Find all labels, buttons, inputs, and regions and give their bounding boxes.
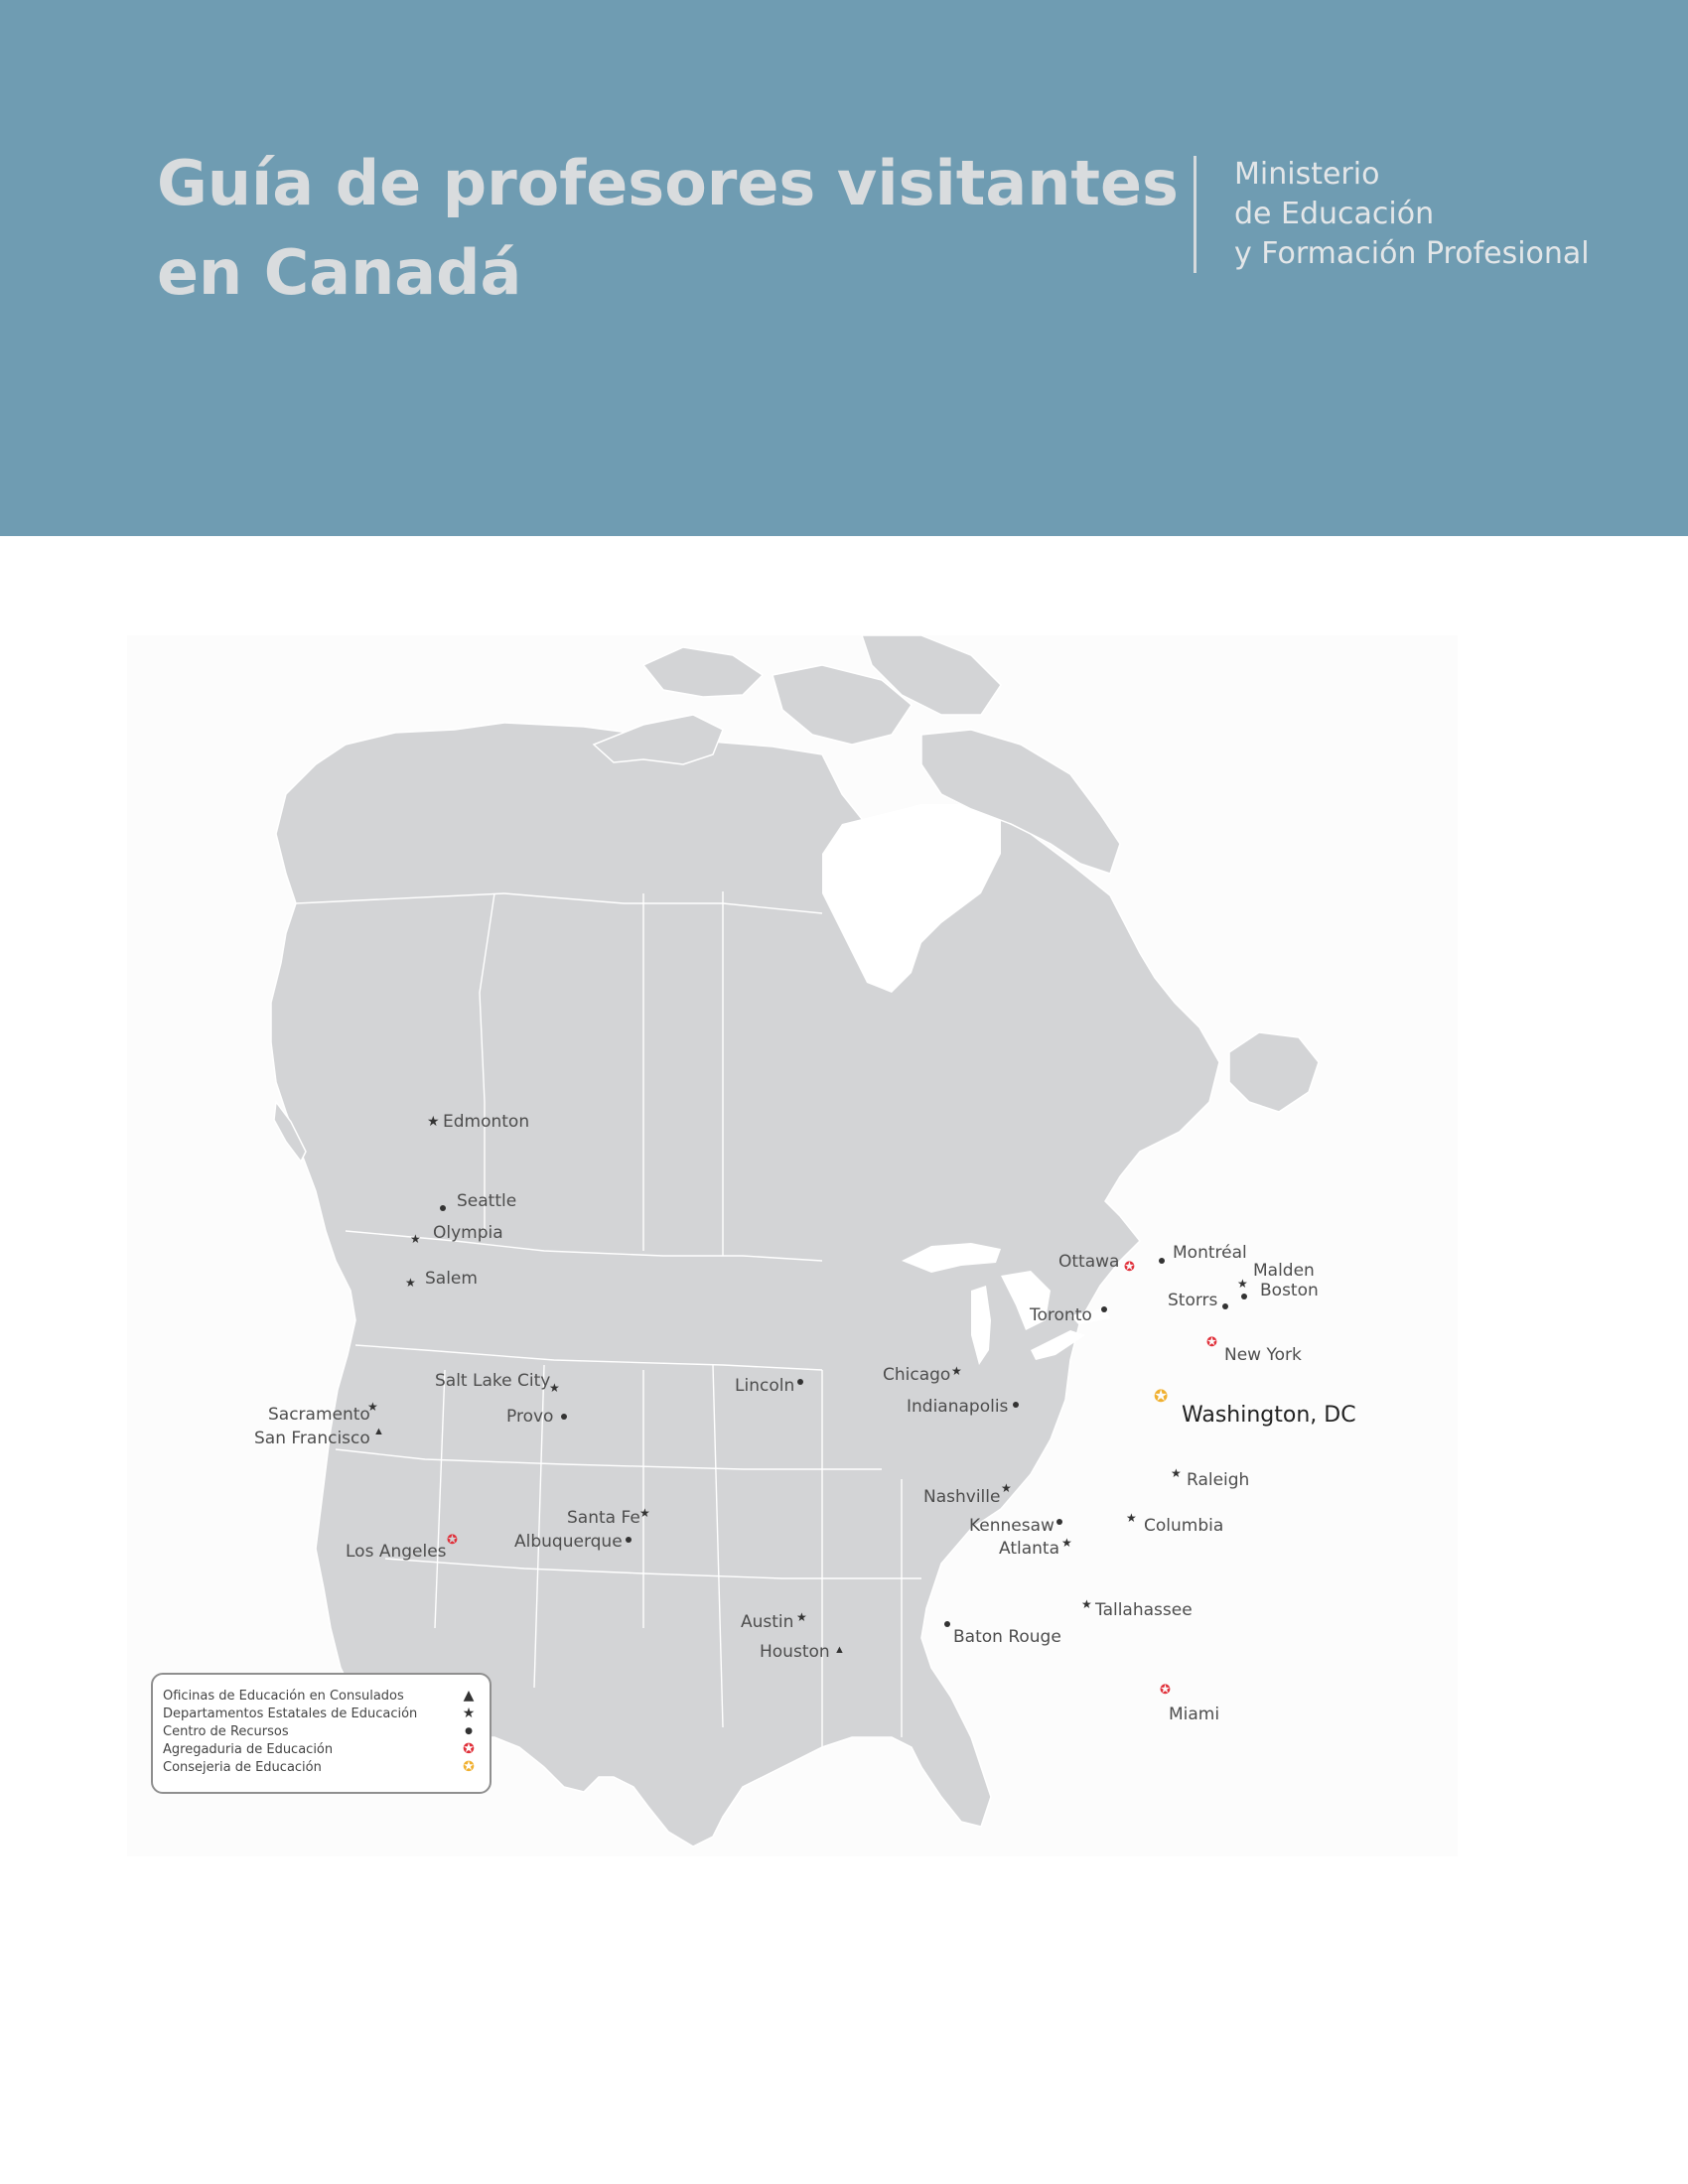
city-albuquerque	[514, 1532, 632, 1552]
legend-row-consejeria	[163, 1758, 480, 1776]
newfoundland	[1229, 1032, 1319, 1112]
legend-row-recursos	[163, 1722, 480, 1740]
ministry-line-2: de Educación	[1234, 197, 1435, 231]
header-banner	[0, 0, 1688, 536]
city-san-francisco	[254, 1426, 384, 1448]
svg-text:★: ★	[639, 1506, 650, 1520]
svg-text:★: ★	[1237, 1277, 1248, 1291]
gold-star-circle-icon: ✪	[463, 1759, 475, 1775]
title-line-1: Guía de profesores visitantes	[157, 147, 1179, 219]
city-label-albuquerque: Albuquerque	[514, 1532, 623, 1552]
svg-text:★: ★	[1126, 1511, 1137, 1525]
svg-text:★: ★	[367, 1400, 378, 1414]
legend-row-consulados	[163, 1687, 480, 1705]
svg-text:★: ★	[427, 1113, 440, 1129]
legend-label-estatales: Departamentos Estatales de Educación	[163, 1706, 418, 1721]
svg-text:★: ★	[951, 1364, 962, 1378]
city-label-tallahassee: Tallahassee	[1095, 1600, 1193, 1620]
city-label-nashville: Nashville	[923, 1487, 1001, 1507]
city-label-raleigh: Raleigh	[1187, 1470, 1250, 1490]
svg-text:✪: ✪	[1124, 1259, 1135, 1274]
svg-text:✪: ✪	[1160, 1682, 1171, 1697]
city-label-austin: Austin	[741, 1612, 794, 1632]
title-line-2: en Canadá	[157, 236, 522, 309]
city-label-boston: Boston	[1260, 1281, 1319, 1300]
city-indianapolis	[907, 1397, 1019, 1417]
city-santa-fe	[567, 1506, 650, 1528]
city-label-indianapolis: Indianapolis	[907, 1397, 1009, 1417]
city-label-provo: Provo	[506, 1407, 554, 1427]
svg-text:✪: ✪	[1154, 1387, 1169, 1406]
city-label-salem: Salem	[425, 1269, 478, 1289]
svg-text:★: ★	[410, 1232, 421, 1246]
city-label-lincoln: Lincoln	[735, 1376, 795, 1396]
city-baton-rouge	[944, 1621, 1061, 1647]
city-label-los-angeles: Los Angeles	[346, 1542, 447, 1562]
legend-label-consejeria: Consejeria de Educación	[163, 1759, 322, 1775]
city-label-houston: Houston	[760, 1642, 830, 1662]
city-tallahassee	[1081, 1597, 1193, 1620]
city-edmonton	[427, 1112, 529, 1132]
legend-label-agregaduria: Agregaduria de Educación	[163, 1741, 334, 1757]
arctic-island-1	[594, 715, 723, 764]
city-columbia	[1126, 1511, 1223, 1536]
city-boston	[1241, 1281, 1319, 1300]
legend-row-estatales	[163, 1705, 480, 1722]
red-star-circle-icon: ✪	[463, 1741, 475, 1757]
city-kennesaw	[969, 1516, 1062, 1536]
legend-row-agregaduria	[163, 1740, 480, 1758]
city-storrs	[1168, 1291, 1228, 1310]
svg-text:★: ★	[1081, 1597, 1092, 1611]
header-divider	[1194, 156, 1196, 273]
svg-text:★: ★	[1171, 1466, 1182, 1480]
city-label-ottawa: Ottawa	[1058, 1252, 1120, 1272]
city-label-montreal: Montréal	[1173, 1243, 1247, 1263]
city-lincoln	[735, 1376, 803, 1396]
triangle-icon: ▲	[463, 1688, 475, 1704]
map-legend	[151, 1673, 492, 1794]
svg-text:★: ★	[549, 1381, 560, 1395]
svg-text:★: ★	[796, 1610, 807, 1624]
city-label-olympia: Olympia	[433, 1223, 503, 1243]
city-label-miami: Miami	[1169, 1705, 1220, 1724]
city-miami	[1160, 1682, 1219, 1724]
legend-label-recursos: Centro de Recursos	[163, 1723, 289, 1739]
city-label-malden: Malden	[1253, 1261, 1315, 1281]
city-label-seattle: Seattle	[457, 1191, 517, 1211]
city-label-edmonton: Edmonton	[443, 1112, 530, 1132]
city-montreal	[1159, 1243, 1247, 1264]
city-label-kennesaw: Kennesaw	[969, 1516, 1055, 1536]
svg-text:▲: ▲	[373, 1426, 384, 1437]
ministry-line-1: Ministerio	[1234, 157, 1380, 192]
city-label-columbia: Columbia	[1144, 1516, 1224, 1536]
page-title	[157, 139, 1179, 318]
city-label-toronto: Toronto	[1030, 1305, 1092, 1325]
dot-icon: ●	[465, 1726, 473, 1736]
city-new-york	[1206, 1334, 1302, 1365]
city-label-santa-fe: Santa Fe	[567, 1508, 640, 1528]
ministry-name	[1234, 155, 1590, 274]
ministry-line-3: y Formación Profesional	[1234, 236, 1590, 271]
city-chicago	[883, 1364, 962, 1385]
city-label-san-francisco: San Francisco	[254, 1429, 370, 1448]
city-label-baton-rouge: Baton Rouge	[953, 1627, 1061, 1647]
city-atlanta	[999, 1536, 1072, 1559]
arctic-island-2	[643, 647, 763, 697]
svg-text:✪: ✪	[447, 1532, 458, 1547]
city-label-washington-dc: Washington, DC	[1182, 1403, 1356, 1428]
city-label-storrs: Storrs	[1168, 1291, 1218, 1310]
city-label-sacramento: Sacramento	[268, 1405, 370, 1425]
city-label-salt-lake-city: Salt Lake City	[435, 1371, 551, 1391]
svg-text:★: ★	[405, 1276, 416, 1290]
svg-text:★: ★	[1061, 1536, 1072, 1550]
svg-text:▲: ▲	[834, 1644, 845, 1656]
svg-text:★: ★	[1001, 1481, 1012, 1495]
city-raleigh	[1171, 1466, 1249, 1490]
city-label-new-york: New York	[1224, 1345, 1302, 1365]
city-washington-dc	[1154, 1387, 1356, 1428]
legend-label-consulados: Oficinas de Educación en Consulados	[163, 1688, 404, 1704]
city-label-atlanta: Atlanta	[999, 1539, 1059, 1559]
star-icon: ★	[462, 1706, 476, 1721]
svg-text:✪: ✪	[1206, 1334, 1217, 1349]
city-label-chicago: Chicago	[883, 1365, 951, 1385]
